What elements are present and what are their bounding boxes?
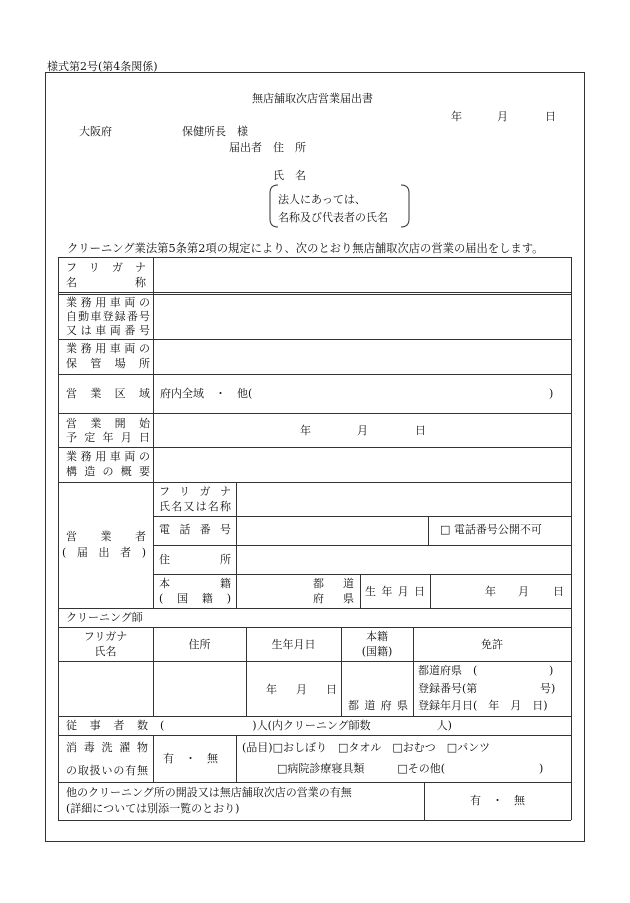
branch-line1: 他のクリーニング所の開設又は無店舗取次店の営業の有無 bbox=[66, 786, 352, 799]
date-month[interactable]: 月 bbox=[497, 110, 508, 123]
label-operator-sub: (届出者) bbox=[62, 546, 146, 559]
cleaner-h-address: 住所 bbox=[188, 638, 211, 651]
label-area: 営業区域 bbox=[66, 387, 150, 400]
lic-reg-go: 号) bbox=[540, 682, 556, 695]
start-day[interactable]: 日 bbox=[415, 424, 426, 437]
lic-reg-date[interactable]: 登録年月日( 年 月 日) bbox=[418, 699, 548, 712]
statement: クリーニング業法第5条第2項の規定により、次のとおり無店舗取次店の営業の届出をします。 bbox=[67, 242, 544, 255]
addressee-director: 保健所長 様 bbox=[182, 125, 248, 138]
label-op-phone: 電話番号 bbox=[159, 523, 231, 536]
form-title: 無店舗取次店営業届出書 bbox=[252, 92, 373, 105]
label-op-dob: 生年月日 bbox=[365, 585, 425, 598]
branch-line2: (詳細については別添一覧のとおり) bbox=[66, 802, 240, 815]
op-dob-month[interactable]: 月 bbox=[518, 585, 529, 598]
label-workers: 従事者数 bbox=[66, 719, 148, 732]
label-op-address: 住所 bbox=[159, 553, 231, 566]
label-furigana: フリガナ bbox=[66, 261, 146, 274]
date-year[interactable]: 年 bbox=[451, 110, 462, 123]
op-dob-year[interactable]: 年 bbox=[485, 585, 496, 598]
start-year[interactable]: 年 bbox=[300, 424, 311, 437]
lic-pref[interactable]: 都道府県 ( bbox=[418, 664, 478, 677]
addressee-prefecture: 大阪府 bbox=[79, 125, 112, 138]
cleaner-todofuken: 都道府県 bbox=[348, 699, 408, 712]
label-op-name: 氏名又は名称 bbox=[159, 500, 231, 513]
submitter-label: 届出者 bbox=[229, 141, 262, 154]
cleaner-dob-day[interactable]: 日 bbox=[326, 683, 337, 696]
label-start-2: 予定年月日 bbox=[66, 431, 150, 444]
disinfect-items-1[interactable]: (品目)□おしぼり □タオル □おむつ □パンツ bbox=[242, 741, 491, 754]
cleaner-h-furigana: フリガナ bbox=[83, 630, 128, 643]
label-structure-1: 業務用車両の bbox=[66, 450, 150, 463]
date-day[interactable]: 日 bbox=[545, 110, 556, 123]
submitter-name-label: 氏 名 bbox=[273, 169, 306, 182]
label-name: 名称 bbox=[66, 276, 146, 289]
disinfect-items-close: ) bbox=[539, 762, 544, 775]
lic-reg-no[interactable]: 登録番号(第 bbox=[418, 682, 478, 695]
start-month[interactable]: 月 bbox=[357, 424, 368, 437]
disinfect-items-2[interactable]: □病院診療寝具類 □その他( bbox=[277, 762, 446, 775]
disinfect-yes-no[interactable]: 有 ・ 無 bbox=[163, 752, 218, 765]
cleaner-h-dob: 生年月日 bbox=[271, 638, 316, 651]
label-disinfect-1: 消毒洗濯物 bbox=[66, 741, 148, 754]
label-start-1: 営業開始 bbox=[66, 417, 150, 430]
label-reg-1: 業務用車両の bbox=[66, 296, 150, 309]
cleaner-h-name: 氏名 bbox=[94, 645, 117, 658]
label-storage-2: 保管場所 bbox=[66, 357, 150, 370]
cleaner-h-license: 免許 bbox=[481, 638, 503, 651]
lic-pref-close: ) bbox=[549, 664, 554, 677]
cleaner-section-label: クリーニング師 bbox=[66, 611, 143, 624]
cleaner-h-kokuseki: (国籍) bbox=[361, 645, 393, 658]
label-reg-3: 又は車両番号 bbox=[66, 324, 150, 337]
label-op-kokuseki: (国籍) bbox=[159, 592, 231, 605]
cleaner-dob-year[interactable]: 年 bbox=[266, 683, 277, 696]
label-op-todo: 都道 bbox=[313, 577, 354, 590]
form-number: 様式第2号(第4条関係) bbox=[47, 60, 158, 73]
phone-private-checkbox[interactable]: □ 電話番号公開不可 bbox=[440, 523, 542, 536]
branch-yes-no[interactable]: 有 ・ 無 bbox=[470, 794, 525, 807]
label-op-furigana: フリガナ bbox=[159, 485, 231, 498]
label-reg-2: 自動車登録番号 bbox=[66, 310, 150, 323]
label-op-fuken: 府県 bbox=[313, 592, 354, 605]
area-value[interactable]: 府内全域 ・ 他( bbox=[160, 387, 253, 400]
submitter-note-line1: 法人にあっては、 bbox=[278, 193, 366, 206]
area-close: ) bbox=[549, 387, 554, 400]
label-op-honseki: 本籍 bbox=[159, 577, 231, 590]
cleaner-h-honseki: 本籍 bbox=[366, 630, 388, 643]
label-storage-1: 業務用車両の bbox=[66, 342, 150, 355]
op-dob-day[interactable]: 日 bbox=[553, 585, 564, 598]
submitter-address-label: 住 所 bbox=[273, 141, 306, 154]
label-operator: 営業者 bbox=[66, 530, 146, 543]
cleaner-dob-month[interactable]: 月 bbox=[296, 683, 307, 696]
label-structure-2: 構造の概要 bbox=[66, 465, 150, 478]
label-disinfect-2: の取扱いの有無 bbox=[66, 764, 148, 777]
submitter-note-line2: 名称及び代表者の氏名 bbox=[278, 211, 388, 224]
workers-value[interactable]: ( )人(内クリーニング師数 人) bbox=[160, 719, 452, 732]
